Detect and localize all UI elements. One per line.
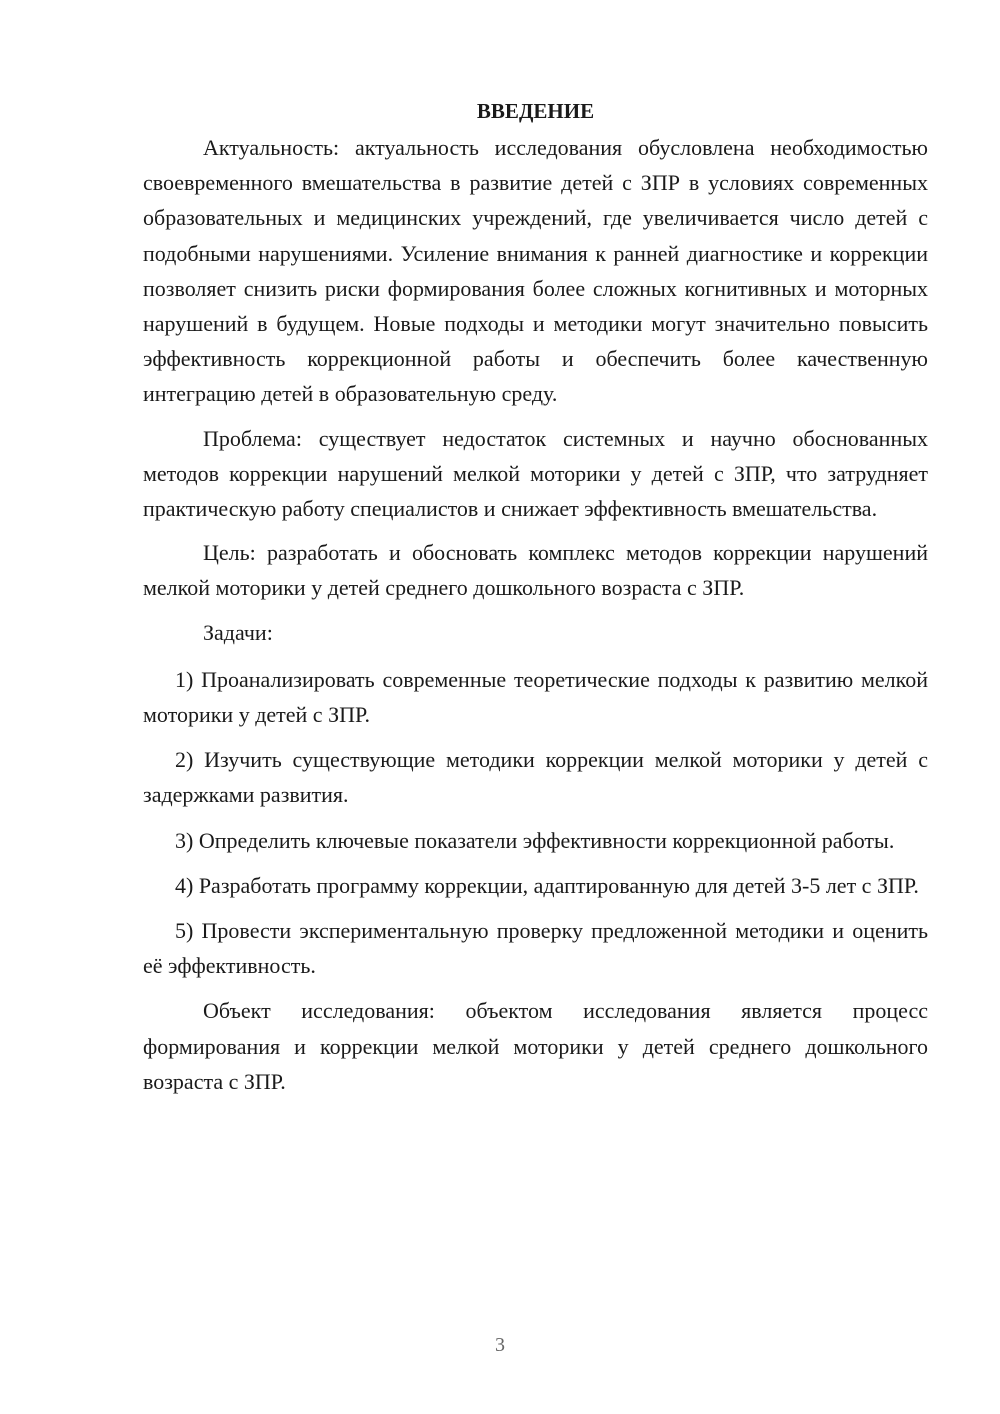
- page-number: 3: [495, 1334, 505, 1356]
- task-item-5: 5) Провести экспериментальную проверку предложенной методики и оценить её эффективность.: [143, 918, 928, 979]
- object-paragraph: Объект исследования: объектом исследования является процесс формирования и коррекции мелкой моторики у детей среднего дошкольного возраста с ЗПР.: [143, 998, 928, 1094]
- task-item-2: 2) Изучить существующие методики коррекции мелкой моторики у детей с задержками развития.: [143, 747, 928, 808]
- goal-paragraph: Цель: разработать и обосновать комплекс методов коррекции нарушений мелкой моторики у детей среднего дошкольного возраста с ЗПР.: [143, 540, 928, 601]
- problem-paragraph: Проблема: существует недостаток системных и научно обоснованных методов коррекции нарушений мелкой моторики у детей с ЗПР, что затрудняет практическую работу специалистов и снижает эффективность вмешательства.: [143, 425, 928, 522]
- relevance-paragraph: Актуальность: актуальность исследования обусловлена необходимостью своевременного вмешательства в развитие детей с ЗПР в условиях современных образовательных и медицинских учреждений, где увеличивается число детей с подобными нарушениями. Усиление внимания к ранней диагностике и коррекции позволяет снизить риски формирования более сложных когнитивных и моторных нарушений в будущем. Новые подходы и методики могут значительно повысить эффективность коррекционной работы и обеспечить более качественную интеграцию детей в образовательную среду.: [143, 135, 928, 407]
- task-item-3: 3) Определить ключевые показатели эффективности коррекционной работы.: [175, 827, 895, 853]
- task-item-1: 1) Проанализировать современные теоретические подходы к развитию мелкой моторики у детей с ЗПР.: [143, 666, 928, 728]
- task-item-4: 4) Разработать программу коррекции, адаптированную для детей 3-5 лет с ЗПР.: [175, 872, 919, 898]
- section-title: ВВЕДЕНИЕ: [476, 99, 595, 123]
- document-page: [143, 92, 928, 1108]
- tasks-heading: Задачи:: [203, 619, 273, 645]
